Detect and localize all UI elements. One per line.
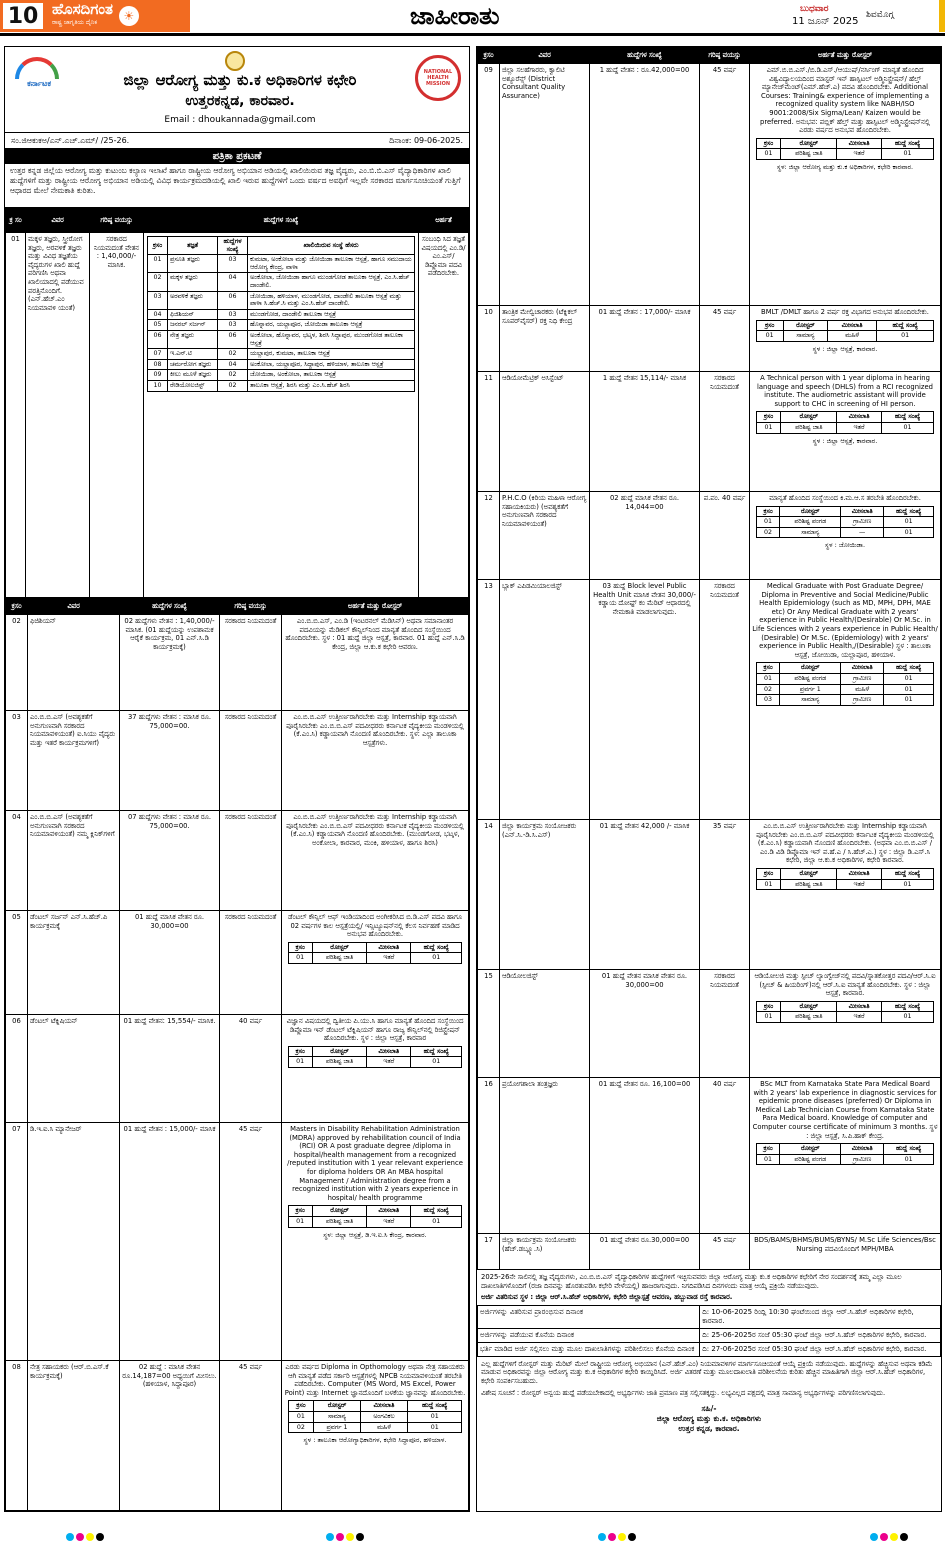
footnote-application-place: ಅರ್ಜಿ ವಿತರಿಸುವ ಸ್ಥಳ : ಜಿಲ್ಲಾ ಆರ್.ಸಿ.ಹೆಚ್ ಅಧಿಕಾರಿಗಳ, ಕಛೇರಿ ಜಿಲ್ಲಾಸ್ಪತ್ರೆ ಆವರಣ, ಹಬ್ಬುವಾಡ ರಸ್ತೆ ಕಾರವಾರ.	[481, 1293, 733, 1302]
registration-marks	[66, 1533, 104, 1541]
col-details: ವಿವರ	[26, 209, 90, 233]
office-name: ಜಿಲ್ಲಾ ಆರೋಗ್ಯ ಮತ್ತು ಕು.ಕ ಅಧಿಕಾರಿಗಳ ಕಛೇರಿ	[123, 71, 357, 89]
specialty-row: 10 ರೇಡಿಯೋಲಜಿಸ್ಟ್ 02 ತಾಲೂಕಾ ಆಸ್ಪತ್ರೆ, ಶಿರಸಿ ಮತ್ತು ಎಂ.ಸಿ.ಹೆಚ್ ಶಿರಸಿ	[148, 380, 415, 391]
post-row: 07 ಡಿ.ಇ.ಐ.ಸಿ ಮ್ಯಾನೇಜರ್ 01 ಹುದ್ದೆ ವೇತನ : 15,000/- ಮಾಸಿಕ 45 ವರ್ಷ Masters in Disability Rehabilitation Administration (MDRA) approved by rehabilitation council of India (RCI) OR A post graduate degree /diploma in hospital/health management from a recognized /reputed institution with 1 year relevant experience for diploma holders OR An MBA hospital Management / Administration degree from a recognized institution with 2 years experience in hospital/ health programme ಕ್ರಸಂ ರೋಸ್ಟರ್ ಮೀಸಲಾತಿ ಹುದ್ದೆ ಸಂಖ್ಯೆ 01 ಪರಿಶಿಷ್ಟ ಜಾತಿ ಇತರೆ 01 ಸ್ಥಳ: ಜಿಲ್ಲಾ ಆಸ್ಪತ್ರೆ, ಡಿ.ಇ.ಐ.ಸಿ ಕೇಂದ್ರ, ಕಾರವಾರ.	[6, 1123, 469, 1361]
roster-row: 01 ಸಾಮಾನ್ಯ ಅಂಗವಿಕಲ 01	[288, 1411, 462, 1422]
roster-table: ಕ್ರಸಂ ರೋಸ್ಟರ್ ಮೀಸಲಾತಿ ಹುದ್ದೆ ಸಂಖ್ಯೆ 01 ಪರಿಶಿಷ್ಟ ಪಂಗಡ ಗ್ರಾಮೀಣ 01 02 ಪ್ರವರ್ಗ 1 ಮಹಿಳೆ 01 03 ಸಾಮಾನ್ಯ ಗ್ರಾಮೀಣ 01	[756, 662, 935, 705]
roster-table: ಕ್ರಸಂ ರೋಸ್ಟರ್ ಮೀಸಲಾತಿ ಹುದ್ದೆ ಸಂಖ್ಯೆ 01 ಪರಿಶಿಷ್ಟ ಜಾತಿ ಇತರೆ 01	[288, 1046, 463, 1068]
roster-table: ಕ್ರಸಂ ರೋಸ್ಟರ್ ಮೀಸಲಾತಿ ಹುದ್ದೆ ಸಂಖ್ಯೆ 01 ಪರಿಶಿಷ್ಟ ಜಾತಿ ಇತರೆ 01	[288, 942, 463, 964]
signature-block: ಸಹಿ/- ಜಿಲ್ಲಾ ಆರೋಗ್ಯ ಮತ್ತು ಕು.ಕ. ಅಧಿಕಾರಿಗಳು ಉತ್ತರ ಕನ್ನಡ, ಕಾರವಾರ.	[656, 1404, 762, 1434]
state-emblem-icon	[225, 51, 245, 71]
reference-date: ದಿನಾಂಕ: 09-06-2025.	[389, 136, 463, 145]
post-row: 17 ಜಿಲ್ಲಾ ಕಾರ್ಯಕ್ರಮ ಸಂಯೋಜಕರು (ಹೆಚ್.ಡಬ್ಲ್ಯೂ.ಸಿ) 01 ಹುದ್ದೆ ವೇತನ ರೂ.30,000=00 45 ವರ್ಷ BDS/BAMS/BHMS/BUMS/BYNS/ M.Sc Life Sciences/Bsc Nursing ಪದವಿಯೊಂದಿಗೆ MPH/MBA	[478, 1234, 941, 1270]
registration-marks	[870, 1533, 908, 1541]
roster-row: 01 ಪರಿಶಿಷ್ಟ ಜಾತಿ ಇತರೆ 01	[288, 1216, 462, 1227]
posting-place: ಸ್ಥಳ : ಜಿಲ್ಲಾ ಆಸ್ಪತ್ರೆ, ಕಾರವಾರ.	[812, 344, 878, 353]
roster-row: 01 ಪರಿಶಿಷ್ಟ ಜಾತಿ ಇತರೆ 01	[288, 1057, 462, 1068]
date-row: ಭರ್ತಿ ಮಾಡಿದ ಅರ್ಜಿ ಸಲ್ಲಿಸಲು ಮತ್ತು ಮೂಲ ದಾಖಲಾತಿಗಳನ್ನು ಪರಿಶೀಲಿಸಲು ಕೊನೆಯ ದಿನಾಂಕ ದಿ: 27-06-2025ರ ಸಂಜೆ 05:30 ಘಂಟೆ ಜಿಲ್ಲಾ ಆರ್.ಸಿ.ಹೆಚ್ ಅಧಿಕಾರಿಗಳ ಕಛೇರಿ, ಕಾರವಾರ.	[478, 1342, 941, 1356]
masthead	[0, 0, 190, 32]
post-row: 16 ಪ್ರಯೋಗಶಾಲಾ ತಂತ್ರಜ್ಞರು 01 ಹುದ್ದೆ ವೇತನ ರೂ. 16,100=00 40 ವರ್ಷ BSc MLT from Karnataka State Para Medical Board with 2 years' lab experience in diagnostic services for epidemic prone diseases (preferred) Or Diploma in Medical Lab Technician Course from Karnataka State Para Medical board. Knowledge of computer and Computer course certificate of minimum 3 months. ಸ್ಥಳ : ಜಿಲ್ಲಾ ಆಸ್ಪತ್ರೆ, ಸಿ.ಪಿ.ಹಾಕ್ ಕೇಂದ್ರ. ಕ್ರಸಂ ರೋಸ್ಟರ್ ಮೀಸಲಾತಿ ಹುದ್ದೆ ಸಂಖ್ಯೆ 01 ಪರಿಶಿಷ್ಟ ಪಂಗಡ ಗ್ರಾಮೀಣ 01	[478, 1078, 941, 1234]
qualification-text: BMLT /DMLT ಹಾಗೂ 2 ವರ್ಷ ರಕ್ತ ವಿಭಾಗದ ಅನುಭವ ಹೊಂದಿರಬೇಕು.	[761, 308, 929, 316]
col-posts: ಹುದ್ದೆಗಳ ಸಂಖ್ಯೆ	[144, 209, 419, 233]
specialty-row: 06 ನೇತ್ರ ತಜ್ಞರು 06 ಅಂಕೋಲಾ, ಹೊನ್ನಾವರ, ಭಟ್ಕಳ, ಶಿರಸಿ ಸಿದ್ದಾಪುರ, ಮುಂಡಗೋಡ ತಾಲೂಕಾ ಆಸ್ಪತ್ರೆ	[148, 330, 415, 348]
specialty-row: 03 ಅರವಳಿಕೆ ತಜ್ಞರು 06 ಜೋಯಿಡಾ, ಹಳಿಯಾಳ, ಮುಂಡಗೋಡ, ದಾಂಡೇಲಿ ತಾಲೂಕಾ ಆಸ್ಪತ್ರೆ ಮತ್ತು ಪಾಳಾ ಸಿ.ಹೆಚ್.ಸಿ ಮತ್ತು ಎಂ.ಸಿ.ಹೆಚ್ ದಾಂಡೇಲಿ.	[148, 291, 415, 309]
reference-line	[5, 133, 469, 149]
office-header	[5, 47, 469, 133]
posting-place: ಸ್ಥಳ : ತಾಲೂಕಾ ಆರೋಗ್ಯಾಧಿಕಾರಿಗಳ, ಕಛೇರಿ ಸಿದ್ದಾಪೂರ, ಹಳಿಯಾಳ.	[303, 1436, 447, 1445]
roster-row: 03 ಸಾಮಾನ್ಯ ಗ್ರಾಮೀಣ 01	[756, 695, 934, 706]
qualification-text: ಎಂ.ಬಿ.ಬಿ.ಎಸ್ ಉತ್ತೀರ್ಣರಾಗಿರಬೇಕು ಮತ್ತು Internship ಕಡ್ಡಾಯವಾಗಿ ಪೂರೈಸಿರಬೇಕು ಎಂ.ಬಿ.ಬಿ.ಎಸ್ ಪದವೀಧರರು ಕರ್ನಾಟಕ ವೈದ್ಯಕೀಯ ಮಂಡಳಿಯಲ್ಲಿ (ಕೆ.ಎಂ.ಸಿ) ಕಡ್ಡಾಯವಾಗಿ ನೊಂದಣಿ ಹೊಂದಿರಬೇಕು. ಸ್ಥಳ: ಎಲ್ಲಾ ತಾಲೂಕಾ ಆಸ್ಪತ್ರೆಗಳು.	[286, 713, 464, 747]
roster-table: ಕ್ರಸಂ ರೋಸ್ಟರ್ ಮೀಸಲಾತಿ ಹುದ್ದೆ ಸಂಖ್ಯೆ 01 ಸಾಮಾನ್ಯ ಅಂಗವಿಕಲ 01 02 ಪ್ರವರ್ಗ 1 ಮಹಿಳೆ 01	[288, 1400, 463, 1433]
posting-place: ಸ್ಥಳ : ಜಿಲ್ಲಾ ಆಸ್ಪತ್ರೆ, ಕಾರವಾರ.	[812, 436, 878, 445]
post-row: 02 ಫಿಜಿಶಿಯನ್ 02 ಹುದ್ದೆಗಳು ವೇತನ : 1,40,000/- ಮಾಸಿಕ. (01 ಹುದ್ದೆಯನ್ನು ಉಪಶಾಮಕ ಆರೈಕೆ ಕಾರ್ಯಕ್ರಮ, 01 ಎನ್.ಸಿ.ಡಿ ಕಾರ್ಯಕ್ರಮಕ್ಕೆ) ಸರಕಾರದ ನಿಯಮದಂತೆ ಎಂ.ಬಿ.ಬಿ.ಎಸ್, ಎಂ.ಡಿ (ಇಂಟರನಲ್ ಮೆಡಿಸಿನ್) ಅಥವಾ ಸಮಾನಾಂತರ ಪದವಿಯನ್ನು ಮೆಡಿಕಲ್ ಕೌನ್ಸಿಲ್‌ನಿಂದ ಮಾನ್ಯತೆ ಹೊಂದಿದ ಸಂಸ್ಥೆಯಿಂದ ಹೊಂದಿರಬೇಕು. ಸ್ಥಳ : 01 ಹುದ್ದೆ ಜಿಲ್ಲಾ ಆಸ್ಪತ್ರೆ, ಕಾರವಾರ. 01 ಹುದ್ದೆ ಎನ್.ಸಿ.ಡಿ ಕೇಂದ್ರ, ಜಿಲ್ಲಾ ಆ.ಕು.ಕ ಕಛೇರಿ ಆವರಣ.	[6, 615, 469, 711]
roster-table: ಕ್ರಸಂ ರೋಸ್ಟರ್ ಮೀಸಲಾತಿ ಹುದ್ದೆ ಸಂಖ್ಯೆ 01 ಸಾಮಾನ್ಯ ಮಹಿಳೆ 01	[756, 320, 935, 342]
roster-row: 01 ಪರಿಶಿಷ್ಟ ಪಂಗಡ ಗ್ರಾಮೀಣ 01	[756, 673, 934, 684]
qualification-text: A Technical person with 1 year diploma in hearing language and speech (DHLS) from a RCI recognized institute. The audiometric assistant will provide support to CHC in screening of HI person.	[757, 374, 933, 408]
page-number: 10	[0, 0, 46, 32]
specialty-row: 05 ಜನರಲ್ ಸರ್ಜನ್ 03 ಹೊನ್ನಾವರ, ಯಲ್ಲಾಪೂರ, ಜೋಯಿಡಾ ತಾಲೂಕಾ ಆಸ್ಪತ್ರೆ	[148, 320, 415, 331]
roster-table: ಕ್ರಸಂ ರೋಸ್ಟರ್ ಮೀಸಲಾತಿ ಹುದ್ದೆ ಸಂಖ್ಯೆ 01 ಪರಿಶಿಷ್ಟ ಜಾತಿ ಇತರೆ 01	[288, 1205, 463, 1227]
color-edge	[939, 0, 945, 32]
post-row: 12 P.H.C.O (ಕಿರಿಯ ಮಹಿಳಾ ಆರೋಗ್ಯ ಸಹಾಯಕಿಯರು) (ಅವಶ್ಯಕತೆಗೆ ಅನುಗುಣವಾಗಿ ಸರಕಾರದ ನಿಯಮಾವಳಿಯಂತೆ) 02 ಹುದ್ದೆ ಮಾಸಿಕ ವೇತನ ರೂ. 14,044=00 ಪ.ಪಂ. 40 ವರ್ಷ ಮಾನ್ಯತೆ ಹೊಂದಿದ ಸಂಸ್ಥೆಯಿಂದ ಕಿ.ಮ.ಆ.ಸ ತರಬೇತಿ ಹೊಂದಿರಬೇಕು. ಕ್ರಸಂ ರೋಸ್ಟರ್ ಮೀಸಲಾತಿ ಹುದ್ದೆ ಸಂಖ್ಯೆ 01 ಪರಿಶಿಷ್ಟ ಪಂಗಡ ಗ್ರಾಮೀಣ 01 02 ಸಾಮಾನ್ಯ — 01 ಸ್ಥಳ : ಜೋಯಿಡಾ.	[478, 492, 941, 580]
left-column	[4, 46, 470, 1512]
post-row: 09 ಜಿಲ್ಲಾ ಸಲಹೆಗಾರರು, ಕ್ವಾಲಿಟಿ ಅಶ್ಯೂರೆನ್ಸ್ (District Consultant Quality Assurance) 1 ಹುದ್ದೆ ವೇತನ : ರೂ.42,000=00 45 ವರ್ಷ ಎಮ್.ಬಿ.ಬಿ.ಎಸ್./ಬಿ.ಡಿ.ಎಸ್./ಆಯುಷ್/ನರ್ಸಿಂಗ್ ಮಾನ್ಯತೆ ಹೊಂದಿದ ವಿಶ್ವವಿದ್ಯಾಲಯದಿಂದ ಮಾಸ್ಟರ್ ಇನ್ ಹಾಸ್ಪಿಟಲ್ ಅಡ್ಮಿನಿಸ್ಟ್ರೇಷನ್/ ಹೆಲ್ತ್ ಮ್ಯಾನೇಜ್‌ಮೆಂಟ್(ಎಮ್.ಹೆಚ್.ಎ) ಪದವಿ ಹೊಂದಿರಬೇಕು. Additional Courses: Training& experience of implementing a recognized quality system like NABH/ISO 9001:2008/Six Sigma/Lean/ Kaizen would be preferred. ಅನುಭವ: ಪಬ್ಲಿಕ್ ಹೆಲ್ತ್ ಮತ್ತು ಹಾಸ್ಪಿಟಲ್ ಅಡ್ಮಿನಿಸ್ಟ್ರೇಷನ್‌ನಲ್ಲಿ ಎರಡು ವರ್ಷದ ಅನುಭವ ಹೊಂದಿರಬೇಕು. ಕ್ರಸಂ ರೋಸ್ಟರ್ ಮೀಸಲಾತಿ ಹುದ್ದೆ ಸಂಖ್ಯೆ 01 ಪರಿಶಿಷ್ಟ ಜಾತಿ ಇತರೆ 01 ಸ್ಥಳ: ಜಿಲ್ಲಾ ಆರೋಗ್ಯ ಮತ್ತು ಕು.ಕ ಅಧಿಕಾರಿಗಳ, ಕಛೇರಿ ಕಾರವಾರ.	[478, 64, 941, 306]
date-row: ಅರ್ಜಿಗಳನ್ನು ಪಡೆಯುವ ಕೊನೆಯ ದಿನಾಂಕ ದಿ: 25-06-2025ರ ಸಂಜೆ 05:30 ಘಂಟೆ ಜಿಲ್ಲಾ ಆರ್.ಸಿ.ಹೆಚ್ ಅಧಿಕಾರಿಗಳ ಕಛೇರಿ, ಕಾರವಾರ.	[478, 1328, 941, 1342]
qualification-text: ಎಂ.ಬಿ.ಬಿ.ಎಸ್ ಉತ್ತೀರ್ಣರಾಗಿರಬೇಕು ಮತ್ತು Internship ಕಡ್ಡಾಯವಾಗಿ ಪೂರೈಸಿರಬೇಕು ಎಂ.ಬಿ.ಬಿ.ಎಸ್ ಪದವೀಧರರು ಕರ್ನಾಟಕ ವೈದ್ಯಕೀಯ ಮಂಡಳಿಯಲ್ಲಿ (ಕೆ.ಎಂ.ಸಿ) ಕಡ್ಡಾಯವಾಗಿ ನೊಂದಣಿ ಹೊಂದಿರಬೇಕು. (ಮುಂಡಗೋಡ, ಭಟ್ಕಳ, ಅಂಕೋಲಾ, ಕಾರವಾರ, ಮಂಕಿ, ಹಳಿಯಾಳ, ಹಾಗೂ ಶಿರಸಿ)	[286, 813, 464, 847]
paper-name: ಹೊಸದಿಗಂತ	[52, 0, 113, 18]
paper-logo-icon: ☀	[119, 6, 139, 26]
specialty-row: 04 ಫಿಜಿಶಿಯನ್ 03 ಮುಂಡಗೋಡ, ದಾಂಡೇಲಿ ತಾಲೂಕಾ ಆಸ್ಪತ್ರೆ	[148, 309, 415, 320]
edition-city: ಶಿವಮೊಗ್ಗ	[866, 10, 894, 20]
specialty-row: 02 ಮಕ್ಕಳ ತಜ್ಞರು 04 ಅಂಕೋಲಾ, ಜೋಯಿಡಾ ಹಾಗೂ ಮುಂಡಗೋಡ ತಾಲೂಕಾ ಆಸ್ಪತ್ರೆ, ಎಂ.ಸಿ.ಹೆಚ್ ದಾಂಡೇಲಿ.	[148, 273, 415, 291]
post-row: 06 ಡೆಂಟಲ್ ಟೆಕ್ನಿಷಿಯನ್ 01 ಹುದ್ದೆ ವೇತನ: 15,554/- ಮಾಸಿಕ. 40 ವರ್ಷ ವಿಜ್ಞಾನ ವಿಷಯದಲ್ಲಿ ದ್ವಿತೀಯ ಪಿ.ಯು.ಸಿ ಹಾಗೂ ಮಾನ್ಯತೆ ಹೊಂದಿದ ಸಂಸ್ಥೆಯಿಂದ ಡಿಪ್ಲೊಮಾ ಇನ್ ಡೆಂಟಲ್ ಟೆಕ್ನಿಷಿಯನ್ ಹಾಗೂ ರಾಜ್ಯ ಕೌನ್ಸಿಲ್‌ನಲ್ಲಿ ರಿಜಿಸ್ಟ್ರೇಷನ್ ಹೊಂದಿರಬೇಕು. ಸ್ಥಳ : ಜಿಲ್ಲಾ ಆಸ್ಪತ್ರೆ, ಕಾರವಾರ ಕ್ರಸಂ ರೋಸ್ಟರ್ ಮೀಸಲಾತಿ ಹುದ್ದೆ ಸಂಖ್ಯೆ 01 ಪರಿಶಿಷ್ಟ ಜಾತಿ ಇತರೆ 01	[6, 1015, 469, 1123]
qualification-text: BDS/BAMS/BHMS/BUMS/BYNS/ M.Sc Life Sciences/Bsc Nursing ಪದವಿಯೊಂದಿಗೆ MPH/MBA	[754, 1236, 936, 1253]
dates-table	[477, 1305, 941, 1357]
qualification-text: ಡೆಂಟಲ್ ಕೌನ್ಸಿಲ್ ಆಫ್ ಇಂಡಿಯಾದಿಂದ ಅಂಗೀಕರಿಸಿದ ಬಿ.ಡಿ.ಎಸ್ ಪದವಿ ಹಾಗೂ 02 ವರ್ಷಗಳ ಕಾಲ ಆಸ್ಪತ್ರೆಯಲ್ಲಿ/ ಇನ್ಸಿಟ್ಯೂಷನ್‌ನಲ್ಲಿ ಕೆಲಸ ನಿರ್ವಹಣೆ ಮಾಡಿದ ಅನುಭವ ಹೊಂದಿರಬೇಕು.	[287, 913, 463, 939]
section-title: ಜಾಹೀರಾತು	[410, 2, 500, 30]
post-row: 15 ಆಡಿಯೋಲಜಿಸ್ಟ್ 01 ಹುದ್ದೆ ವೇತನ ಮಾಸಿಕ ವೇತನ ರೂ. 30,000=00 ಸರಕಾರದ ನಿಯಮದಂತೆ ಆಡಿಯೋಲಜಿ ಮತ್ತು ಸ್ಪೀಚ್ ಲ್ಯಾಂಗ್ವೇಜ್‌ನಲ್ಲಿ ಪದವಿ/ಸ್ನಾತಕೋತ್ತರ ಪದವಿ/ಆರ್.ಸಿ.ಐ (ಸ್ಪೀಚ್ & ಹಿಯರಿಂಗ್)ನಲ್ಲಿ ಆರ್.ಸಿ.ಐ ಮಾನ್ಯತೆ ಹೊಂದಿರಬೇಕು. ಸ್ಥಳ : ಜಿಲ್ಲಾ ಆಸ್ಪತ್ರೆ, ಕಾರವಾರ. ಕ್ರಸಂ ರೋಸ್ಟರ್ ಮೀಸಲಾತಿ ಹುದ್ದೆ ಸಂಖ್ಯೆ 01 ಪರಿಶಿಷ್ಟ ಜಾತಿ ಇತರೆ 01	[478, 970, 941, 1078]
roster-row: 01 ಪರಿಶಿಷ್ಟ ಜಾತಿ ಇತರೆ 01	[288, 953, 462, 964]
roster-row: 01 ಪರಿಶಿಷ್ಟ ಜಾತಿ ಇತರೆ 01	[756, 1012, 934, 1023]
specialist-table	[5, 208, 469, 598]
post-row: 14 ಜಿಲ್ಲಾ ಕಾರ್ಯಕ್ರಮ ಸಂಯೋಜಕರು (ಎನ್.ಸಿ.-ಡಿ.ಸಿ.ಎಸ್) 01 ಹುದ್ದೆ ವೇತನ 42,000 /- ಮಾಸಿಕ 35 ವರ್ಷ ಎಂ.ಬಿ.ಬಿ.ಎಸ್ ಉತ್ತೀರ್ಣರಾಗಿರಬೇಕು ಮತ್ತು Internship ಕಡ್ಡಾಯವಾಗಿ ಪೂರೈಸಿರಬೇಕು ಎಂ.ಬಿ.ಬಿ.ಎಸ್ ಪದವೀಧರರು ಕರ್ನಾಟಕ ವೈದ್ಯಕೀಯ ಮಂಡಳಿಯಲ್ಲಿ (ಕೆ.ಎಂ.ಸಿ) ಕಡ್ಡಾಯವಾಗಿ ನೊಂದಣಿ ಹೊಂದಿರಬೇಕು. (ಅಥವಾ ಎಂ.ಬಿ.ಬಿ.ಎಸ್ / ಎಂ.ಡಿ ವಿಡಿ ಡಿಪ್ಲೊಮಾ ಇನ್ ಪ.ಹೆ.ಎ / ಸಿ.ಹೆಚ್.ಎ.) ಸ್ಥಳ : ಜಿಲ್ಲಾ ಡಿ.ಎಸ್.ಸಿ ಕಛೇರಿ, ಜಿಲ್ಲಾ ಆ.ಕು.ಕ ಅಧಿಕಾರಿಗಳ, ಕಛೇರಿ ಕಾರವಾರ. ಕ್ರಸಂ ರೋಸ್ಟರ್ ಮೀಸಲಾತಿ ಹುದ್ದೆ ಸಂಖ್ಯೆ 01 ಪರಿಶಿಷ್ಟ ಜಾತಿ ಇತರೆ 01	[478, 820, 941, 970]
row-sno: 01	[6, 233, 26, 598]
qualification-text: ಆಡಿಯೋಲಜಿ ಮತ್ತು ಸ್ಪೀಚ್ ಲ್ಯಾಂಗ್ವೇಜ್‌ನಲ್ಲಿ ಪದವಿ/ಸ್ನಾತಕೋತ್ತರ ಪದವಿ/ಆರ್.ಸಿ.ಐ (ಸ್ಪೀಚ್ & ಹಿಯರಿಂಗ್)ನಲ್ಲಿ ಆರ್.ಸಿ.ಐ ಮಾನ್ಯತೆ ಹೊಂದಿರಬೇಕು. ಸ್ಥಳ : ಜಿಲ್ಲಾ ಆಸ್ಪತ್ರೆ, ಕಾರವಾರ.	[754, 972, 936, 998]
post-row: 10 ತಾಂತ್ರಿಕ ಮೇಲ್ವಿಚಾರಕರು (ಟೆಕ್ನಿಕಲ್ ಸೂಪರ್‌ವೈಸರ್) ರಕ್ತ ನಿಧಿ ಕೇಂದ್ರ 01 ಹುದ್ದೆ ವೇತನ : 17,000/- ಮಾಸಿಕ 45 ವರ್ಷ BMLT /DMLT ಹಾಗೂ 2 ವರ್ಷ ರಕ್ತ ವಿಭಾಗದ ಅನುಭವ ಹೊಂದಿರಬೇಕು. ಕ್ರಸಂ ರೋಸ್ಟರ್ ಮೀಸಲಾತಿ ಹುದ್ದೆ ಸಂಖ್ಯೆ 01 ಸಾಮಾನ್ಯ ಮಹಿಳೆ 01 ಸ್ಥಳ : ಜಿಲ್ಲಾ ಆಸ್ಪತ್ರೆ, ಕಾರವಾರ.	[478, 306, 941, 372]
left-posts-table: ಕ್ರಸಂ ವಿವರ ಹುದ್ದೆಗಳ ಸಂಖ್ಯೆ ಗರಿಷ್ಠ ವಯಸ್ಸು ಅರ್ಹತೆ ಮತ್ತು ರೋಸ್ಟರ್ 02 ಫಿಜಿಶಿಯನ್ 02 ಹುದ್ದೆಗಳು ವೇತನ : 1,40,000/- ಮಾಸಿಕ. (01 ಹುದ್ದೆಯನ್ನು ಉಪಶಾಮಕ ಆರೈಕೆ ಕಾರ್ಯಕ್ರಮ, 01 ಎನ್.ಸಿ.ಡಿ ಕಾರ್ಯಕ್ರಮಕ್ಕೆ) ಸರಕಾರದ ನಿಯಮದಂತೆ ಎಂ.ಬಿ.ಬಿ.ಎಸ್, ಎಂ.ಡಿ (ಇಂಟರನಲ್ ಮೆಡಿಸಿನ್) ಅಥವಾ ಸಮಾನಾಂತರ ಪದವಿಯನ್ನು ಮೆಡಿಕಲ್ ಕೌನ್ಸಿಲ್‌ನಿಂದ ಮಾನ್ಯತೆ ಹೊಂದಿದ ಸಂಸ್ಥೆಯಿಂದ ಹೊಂದಿರಬೇಕು. ಸ್ಥಳ : 01 ಹುದ್ದೆ ಜಿಲ್ಲಾ ಆಸ್ಪತ್ರೆ, ಕಾರವಾರ. 01 ಹುದ್ದೆ ಎನ್.ಸಿ.ಡಿ ಕೇಂದ್ರ, ಜಿಲ್ಲಾ ಆ.ಕು.ಕ ಕಛೇರಿ ಆವರಣ. 03 ಎಂ.ಬಿ.ಬಿ.ಎಸ್ (ಅವಶ್ಯಕತೆಗೆ ಅನುಗುಣವಾಗಿ ಸರಕಾರದ ನಿಯಮಾವಳಿಯಂತೆ) ಐ.ಸಿಯು ವೈದ್ಯರು ಮತ್ತು ಇತರೆ ಕಾರ್ಯಕ್ರಮಗಳಿಗೆ) 37 ಹುದ್ದೆಗಳು ವೇತನ : ಮಾಸಿಕ ರೂ. 75,000=00. ಸರಕಾರದ ನಿಯಮದಂತೆ ಎಂ.ಬಿ.ಬಿ.ಎಸ್ ಉತ್ತೀರ್ಣರಾಗಿರಬೇಕು ಮತ್ತು Internship ಕಡ್ಡಾಯವಾಗಿ ಪೂರೈಸಿರಬೇಕು ಎಂ.ಬಿ.ಬಿ.ಎಸ್ ಪದವೀಧರರು ಕರ್ನಾಟಕ ವೈದ್ಯಕೀಯ ಮಂಡಳಿಯಲ್ಲಿ (ಕೆ.ಎಂ.ಸಿ) ಕಡ್ಡಾಯವಾಗಿ ನೊಂದಣಿ ಹೊಂದಿರಬೇಕು. ಸ್ಥಳ: ಎಲ್ಲಾ ತಾಲೂಕಾ ಆಸ್ಪತ್ರೆಗಳು. 04 ಎಂ.ಬಿ.ಬಿ.ಎಸ್ (ಅವಶ್ಯಕತೆಗೆ ಅನುಗುಣವಾಗಿ ಸರಕಾರದ ನಿಯಮಾವಳಿಯಂತೆ) ನಮ್ಮ ಕ್ಲಿನಿಕ್‌ಗಳಿಗೆ 07 ಹುದ್ದೆಗಳು ವೇತನ : ಮಾಸಿಕ ರೂ. 75,000=00. ಸರಕಾರದ ನಿಯಮದಂತೆ ಎಂ.ಬಿ.ಬಿ.ಎಸ್ ಉತ್ತೀರ್ಣರಾಗಿರಬೇಕು ಮತ್ತು Internship ಕಡ್ಡಾಯವಾಗಿ ಪೂರೈಸಿರಬೇಕು ಎಂ.ಬಿ.ಬಿ.ಎಸ್ ಪದವೀಧರರು ಕರ್ನಾಟಕ ವೈದ್ಯಕೀಯ ಮಂಡಳಿಯಲ್ಲಿ (ಕೆ.ಎಂ.ಸಿ) ಕಡ್ಡಾಯವಾಗಿ ನೊಂದಣಿ ಹೊಂದಿರಬೇಕು. (ಮುಂಡಗೋಡ, ಭಟ್ಕಳ, ಅಂಕೋಲಾ, ಕಾರವಾರ, ಮಂಕಿ, ಹಳಿಯಾಳ, ಹಾಗೂ ಶಿರಸಿ) 05 ಡೆಂಟಲ್ ಸರ್ಜನ್ ಎನ್.ಸಿ.ಹೆಚ್.ಪಿ ಕಾರ್ಯಕ್ರಮಕ್ಕೆ 01 ಹುದ್ದೆ ಮಾಸಿಕ ವೇತನ ರೂ. 30,000=00 ಸರಕಾರದ ನಿಯಮದಂತೆ ಡೆಂಟಲ್ ಕೌನ್ಸಿಲ್ ಆಫ್ ಇಂಡಿಯಾದಿಂದ ಅಂಗೀಕರಿಸಿದ ಬಿ.ಡಿ.ಎಸ್ ಪದವಿ ಹಾಗೂ 02 ವರ್ಷಗಳ ಕಾಲ ಆಸ್ಪತ್ರೆಯಲ್ಲಿ/ ಇನ್ಸಿಟ್ಯೂಷನ್‌ನಲ್ಲಿ ಕೆಲಸ ನಿರ್ವಹಣೆ ಮಾಡಿದ ಅನುಭವ ಹೊಂದಿರಬೇಕು. ಕ್ರಸಂ ರೋಸ್ಟರ್ ಮೀಸಲಾತಿ ಹುದ್ದೆ ಸಂಖ್ಯೆ 01 ಪರಿಶಿಷ್ಟ ಜಾತಿ ಇತರೆ 01 06 ಡೆಂಟಲ್ ಟೆಕ್ನಿಷಿಯನ್ 01 ಹುದ್ದೆ ವೇತನ: 15,554/- ಮಾಸಿಕ. 40 ವರ್ಷ ವಿಜ್ಞಾನ ವಿಷಯದಲ್ಲಿ ದ್ವಿತೀಯ ಪಿ.ಯು.ಸಿ ಹಾಗೂ ಮಾನ್ಯತೆ ಹೊಂದಿದ ಸಂಸ್ಥೆಯಿಂದ ಡಿಪ್ಲೊಮಾ ಇನ್ ಡೆಂಟಲ್ ಟೆಕ್ನಿಷಿಯನ್ ಹಾಗೂ ರಾಜ್ಯ ಕೌನ್ಸಿಲ್‌ನಲ್ಲಿ ರಿಜಿಸ್ಟ್ರೇಷನ್ ಹೊಂದಿರಬೇಕು. ಸ್ಥಳ : ಜಿಲ್ಲಾ ಆಸ್ಪತ್ರೆ, ಕಾರವಾರ ಕ್ರಸಂ ರೋಸ್ಟರ್ ಮೀಸಲಾತಿ ಹುದ್ದೆ ಸಂಖ್ಯೆ 01 ಪರಿಶಿಷ್ಟ ಜಾತಿ ಇತರೆ 01 07 ಡಿ.ಇ.ಐ.ಸಿ ಮ್ಯಾನೇಜರ್ 01 ಹುದ್ದೆ ವೇತನ : 15,000/- ಮಾಸಿಕ 45 ವರ್ಷ Masters in Disability Rehabilitation Administration (MDRA) approved by rehabilitation council of India (RCI) OR A post graduate degree /diploma in hospital/health management from a recognized /reputed institution with 1 year relevant experience for diploma holders OR An MBA hospital Management / Administration degree from a recognized institution with 2 years experience in hospital/ health programme ಕ್ರಸಂ ರೋಸ್ಟರ್ ಮೀಸಲಾತಿ ಹುದ್ದೆ ಸಂಖ್ಯೆ 01 ಪರಿಶಿಷ್ಟ ಜಾತಿ ಇತರೆ 01 ಸ್ಥಳ: ಜಿಲ್ಲಾ ಆಸ್ಪತ್ರೆ, ಡಿ.ಇ.ಐ.ಸಿ ಕೇಂದ್ರ, ಕಾರವಾರ. 08 ನೇತ್ರ ಸಹಾಯಕರು (ಆರ್.ಬಿ.ಎಸ್.ಕೆ ಕಾರ್ಯಕ್ರಮಕ್ಕೆ) 02 ಹುದ್ದೆ : ಮಾಸಿಕ ವೇತನ ರೂ.14,187=00 ಅಧ್ಯಯಿಗೆ ಮೀಸಲು. (ಹಳಿಯಾಳ, ಸಿದ್ದಾಪೂರ) 45 ವರ್ಷ ಎರಡು ವರ್ಷದ Diploma in Opthomology ಅಥವಾ ನೇತ್ರ ಸಹಾಯಕರು ಆಗಿ ಮಾನ್ಯತೆ ಪಡೆದ ಸರ್ಕಾರಿ ಆಸ್ಪತ್ರೆಗಳಲ್ಲಿ NPCB ನಿಯಮಾವಳಿಯಂತೆ ತರಬೇತಿ ಪಡೆದಿರಬೇಕು. Computer (MS Word, MS Excel, Power Point) ಮತ್ತು Internet ಜ್ಞಾನದೊಂದಿಗೆ ಬಳಕೆಯ ಜ್ಞಾನವನ್ನು ಹೊಂದಿರಬೇಕು. ಕ್ರಸಂ ರೋಸ್ಟರ್ ಮೀಸಲಾತಿ ಹುದ್ದೆ ಸಂಖ್ಯೆ 01 ಸಾಮಾನ್ಯ ಅಂಗವಿಕಲ 01 02 ಪ್ರವರ್ಗ 1 ಮಹಿಳೆ 01 ಸ್ಥಳ : ತಾಲೂಕಾ ಆರೋಗ್ಯಾಧಿಕಾರಿಗಳ, ಕಛೇರಿ ಸಿದ್ದಾಪೂರ, ಹಳಿಯಾಳ.	[5, 598, 469, 1511]
qualification-text: ಮಾನ್ಯತೆ ಹೊಂದಿದ ಸಂಸ್ಥೆಯಿಂದ ಕಿ.ಮ.ಆ.ಸ ತರಬೇತಿ ಹೊಂದಿರಬೇಕು.	[769, 494, 921, 502]
row-age: ಸರಕಾರದ ನಿಯಮದಂತೆ ವೇತನ : 1,40,000/- ಮಾಸಿಕ.	[90, 233, 144, 598]
roster-table: ಕ್ರಸಂ ರೋಸ್ಟರ್ ಮೀಸಲಾತಿ ಹುದ್ದೆ ಸಂಖ್ಯೆ 01 ಪರಿಶಿಷ್ಟ ಜಾತಿ ಇತರೆ 01	[756, 138, 935, 160]
post-row: 05 ಡೆಂಟಲ್ ಸರ್ಜನ್ ಎನ್.ಸಿ.ಹೆಚ್.ಪಿ ಕಾರ್ಯಕ್ರಮಕ್ಕೆ 01 ಹುದ್ದೆ ಮಾಸಿಕ ವೇತನ ರೂ. 30,000=00 ಸರಕಾರದ ನಿಯಮದಂತೆ ಡೆಂಟಲ್ ಕೌನ್ಸಿಲ್ ಆಫ್ ಇಂಡಿಯಾದಿಂದ ಅಂಗೀಕರಿಸಿದ ಬಿ.ಡಿ.ಎಸ್ ಪದವಿ ಹಾಗೂ 02 ವರ್ಷಗಳ ಕಾಲ ಆಸ್ಪತ್ರೆಯಲ್ಲಿ/ ಇನ್ಸಿಟ್ಯೂಷನ್‌ನಲ್ಲಿ ಕೆಲಸ ನಿರ್ವಹಣೆ ಮಾಡಿದ ಅನುಭವ ಹೊಂದಿರಬೇಕು. ಕ್ರಸಂ ರೋಸ್ಟರ್ ಮೀಸಲಾತಿ ಹುದ್ದೆ ಸಂಖ್ಯೆ 01 ಪರಿಶಿಷ್ಟ ಜಾತಿ ಇತರೆ 01	[6, 911, 469, 1015]
page-header	[0, 0, 945, 36]
roster-table: ಕ್ರಸಂ ರೋಸ್ಟರ್ ಮೀಸಲಾತಿ ಹುದ್ದೆ ಸಂಖ್ಯೆ 01 ಪರಿಶಿಷ್ಟ ಪಂಗಡ ಗ್ರಾಮೀಣ 01 02 ಸಾಮಾನ್ಯ — 01	[756, 506, 935, 539]
col-sno: ಕ್ರ ಸಂ	[6, 209, 26, 233]
qualification-text: ಎರಡು ವರ್ಷದ Diploma in Opthomology ಅಥವಾ ನೇತ್ರ ಸಹಾಯಕರು ಆಗಿ ಮಾನ್ಯತೆ ಪಡೆದ ಸರ್ಕಾರಿ ಆಸ್ಪತ್ರೆಗಳಲ್ಲಿ NPCB ನಿಯಮಾವಳಿಯಂತೆ ತರಬೇತಿ ಪಡೆದಿರಬೇಕು. Computer (MS Word, MS Excel, Power Point) ಮತ್ತು Internet ಜ್ಞಾನದೊಂದಿಗೆ ಬಳಕೆಯ ಜ್ಞಾನವನ್ನು ಹೊಂದಿರಬೇಕು.	[284, 1363, 466, 1397]
post-row: 13 ಬ್ಲಾಕ್ ಎಪಿಡಮಿಯಾಲಜಿಸ್ಟ್ 03 ಹುದ್ದೆ Block level Public Health Unit ಮಾಸಿಕ ವೇತನ 30,000/- ಕಡ್ಡಾಯ ದೋಷ್ಟ್ ಕಂ ಮೆರಿಟ್ ಆಧಾರದಲ್ಲಿ ನೇಮಕಾತಿ ಮಾಡಲಾಗುವುದು. ಸರಕಾರದ ನಿಯಮದಂತೆ Medical Graduate with Post Graduate Degree/ Diploma in Preventive and Social Medicine/Public Health Epidemiology (such as MD, MPH, DPH, MAE etc) Or Any Medical Graduate with 2 years' experience in Public Health/(Desirable) Or M.Sc. in Life Sciences with 2 years experience in Public Health/ (Desirable) Or M.Sc. (Epidemiology) with 2 years' experience in Public Health,/(Desirable) ಸ್ಥಳ : ತಾಲೂಕಾ ಆಸ್ಪತ್ರೆ, ಜೋಯಿಡಾ, ಯಲ್ಲಾಪೂರ, ಹಳಿಯಾಳ. ಕ್ರಸಂ ರೋಸ್ಟರ್ ಮೀಸಲಾತಿ ಹುದ್ದೆ ಸಂಖ್ಯೆ 01 ಪರಿಶಿಷ್ಟ ಪಂಗಡ ಗ್ರಾಮೀಣ 01 02 ಪ್ರವರ್ಗ 1 ಮಹಿಳೆ 01 03 ಸಾಮಾನ್ಯ ಗ್ರಾಮೀಣ 01	[478, 580, 941, 820]
row-eligibility: ಸಂಬಂಧಿ ಸಿದ ತಜ್ಞತೆ ವಿಷಯದಲ್ಲಿ ಎಂ.ಡಿ/ ಎಂ.ಎಸ್/ ಡಿಪ್ಲೊಮಾ ಪದವಿ ಪಡೆದಿರಬೇಕು.	[419, 233, 469, 598]
posting-place: ಸ್ಥಳ: ಜಿಲ್ಲಾ ಆರೋಗ್ಯ ಮತ್ತು ಕು.ಕ ಅಧಿಕಾರಿಗಳ, ಕಛೇರಿ ಕಾರವಾರ.	[776, 162, 914, 171]
specialty-row: 09 ಕೀಲು ಮೂಳೆ ತಜ್ಞರು 02 ಜೋಯಿಡಾ, ಅಂಕೋಲಾ, ತಾಲೂಕಾ ಆಸ್ಪತ್ರೆ	[148, 370, 415, 381]
right-column	[476, 46, 942, 1512]
specialty-row: 07 ಇ.ಎನ್.ಟಿ 02 ಯಲ್ಲಾಪುರ, ಕುಮಟಾ, ತಾಲೂಕಾ ಆಸ್ಪತ್ರೆ	[148, 349, 415, 360]
press-release-title: ಪತ್ರಿಕಾ ಪ್ರಕಟಣೆ	[5, 149, 469, 164]
roster-row: 02 ಪ್ರವರ್ಗ 1 ಮಹಿಳೆ 01	[288, 1422, 462, 1433]
post-row: 11 ಆಡಿಯೋಮೆಟ್ರಿಕ್ ಅಸಿಸ್ಟೆಂಟ್ 1 ಹುದ್ದೆ ವೇತನ 15,114/- ಮಾಸಿಕ ಸರಕಾರದ ನಿಯಮದಂತೆ A Technical person with 1 year diploma in hearing language and speech (DHLS) from a RCI recognized institute. The audiometric assistant will provide support to CHC in screening of HI person. ಕ್ರಸಂ ರೋಸ್ಟರ್ ಮೀಸಲಾತಿ ಹುದ್ದೆ ಸಂಖ್ಯೆ 01 ಪರಿಶಿಷ್ಟ ಜಾತಿ ಇತರೆ 01 ಸ್ಥಳ : ಜಿಲ್ಲಾ ಆಸ್ಪತ್ರೆ, ಕಾರವಾರ.	[478, 372, 941, 492]
qualification-text: Masters in Disability Rehabilitation Administration (MDRA) approved by rehabilitation council of India (RCI) OR A post graduate degree /diploma in hospital/health management from a recognized /reputed institution with 1 year relevant experience for diploma holders OR An MBA hospital Management / Administration degree from a recognized institution with 2 years experience in hospital/ health programme	[287, 1125, 463, 1202]
karnataka-logo-icon: ಕರ್ನಾಟಕ	[15, 57, 63, 97]
intro-paragraph: ಉತ್ತರ ಕನ್ನಡ ಜಿಲ್ಲೆಯ ಆರೋಗ್ಯ ಮತ್ತು ಕುಟುಂಬ ಕಲ್ಯಾಣ ಇಲಾಖೆ ಹಾಗೂ ರಾಷ್ಟ್ರೀಯ ಆರೋಗ್ಯ ಅಭಿಯಾನ ಅಡಿಯಲ್ಲಿ ಖಾಲಿಯಿರುವ ತಜ್ಞ ವೈದ್ಯರು, ಎಂ.ಬಿ.ಬಿ.ಎಸ್ ವೈದ್ಯಾಧಿಕಾರಿಗಳ ಖಾಲಿ ಹುದ್ದೆಗಳಿಗೆ ಮತ್ತು ರಾಷ್ಟ್ರೀಯ ಆರೋಗ್ಯ ಅಭಿಯಾನ ಅಡಿಯಲ್ಲಿ ವಿವಿಧ ಕಾರ್ಯಕ್ರಮದಡಿಯಲ್ಲಿ ಖಾಲಿ ಇರುವ ಹುದ್ದೆಗಳಿಗೆ ಒಂದು ವರ್ಷದ ಅವಧಿಗೆ ಇಲ್ಲವೇ ಸರಕಾರದ ಮಾರ್ಗಸೂಚಿಯಂತೆ ಗುತ್ತಿಗೆ ಆಧಾರದ ಮೇಲೆ ನೇಮಕಾತಿ ಕುರಿತು.	[5, 164, 469, 208]
roster-table: ಕ್ರಸಂ ರೋಸ್ಟರ್ ಮೀಸಲಾತಿ ಹುದ್ದೆ ಸಂಖ್ಯೆ 01 ಪರಿಶಿಷ್ಟ ಪಂಗಡ ಗ್ರಾಮೀಣ 01	[756, 1143, 935, 1165]
roster-table: ಕ್ರಸಂ ರೋಸ್ಟರ್ ಮೀಸಲಾತಿ ಹುದ್ದೆ ಸಂಖ್ಯೆ 01 ಪರಿಶಿಷ್ಟ ಜಾತಿ ಇತರೆ 01	[756, 411, 935, 433]
qualification-text: BSc MLT from Karnataka State Para Medical Board with 2 years' lab experience in diagnostic services for epidemic prone diseases (preferred) Or Diploma in Medical Lab Technician Course from Karnataka State Para Medical board. Knowledge of computer and Computer course certificate of minimum 3 months. ಸ್ಥಳ : ಜಿಲ್ಲಾ ಆಸ್ಪತ್ರೆ, ಸಿ.ಪಿ.ಹಾಕ್ ಕೇಂದ್ರ.	[752, 1080, 938, 1140]
qualification-text: ವಿಜ್ಞಾನ ವಿಷಯದಲ್ಲಿ ದ್ವಿತೀಯ ಪಿ.ಯು.ಸಿ ಹಾಗೂ ಮಾನ್ಯತೆ ಹೊಂದಿದ ಸಂಸ್ಥೆಯಿಂದ ಡಿಪ್ಲೊಮಾ ಇನ್ ಡೆಂಟಲ್ ಟೆಕ್ನಿಷಿಯನ್ ಹಾಗೂ ರಾಜ್ಯ ಕೌನ್ಸಿಲ್‌ನಲ್ಲಿ ರಿಜಿಸ್ಟ್ರೇಷನ್ ಹೊಂದಿರಬೇಕು. ಸ್ಥಳ : ಜಿಲ್ಲಾ ಆಸ್ಪತ್ರೆ, ಕಾರವಾರ	[286, 1017, 464, 1043]
qualification-text: Medical Graduate with Post Graduate Degree/ Diploma in Preventive and Social Medicine/Public Health Epidemiology (such as MD, MPH, DPH, MAE etc) Or Any Medical Graduate with 2 years' experience in Public Health/(Desirable) Or M.Sc. in Life Sciences with 2 years experience in Public Health/ (Desirable) Or M.Sc. (Epidemiology) with 2 years' experience in Public Health,/(Desirable) ಸ್ಥಳ : ತಾಲೂಕಾ ಆಸ್ಪತ್ರೆ, ಜೋಯಿಡಾ, ಯಲ್ಲಾಪೂರ, ಹಳಿಯಾಳ.	[752, 582, 938, 659]
posting-place: ಸ್ಥಳ : ಜೋಯಿಡಾ.	[824, 541, 866, 550]
roster-row: 02 ಪ್ರವರ್ಗ 1 ಮಹಿಳೆ 01	[756, 684, 934, 695]
registration-marks	[326, 1533, 364, 1541]
col-age: ಗರಿಷ್ಠ ವಯಸ್ಸು	[90, 209, 144, 233]
qualification-text: ಎಂ.ಬಿ.ಬಿ.ಎಸ್ ಉತ್ತೀರ್ಣರಾಗಿರಬೇಕು ಮತ್ತು Internship ಕಡ್ಡಾಯವಾಗಿ ಪೂರೈಸಿರಬೇಕು ಎಂ.ಬಿ.ಬಿ.ಎಸ್ ಪದವೀಧರರು ಕರ್ನಾಟಕ ವೈದ್ಯಕೀಯ ಮಂಡಳಿಯಲ್ಲಿ (ಕೆ.ಎಂ.ಸಿ) ಕಡ್ಡಾಯವಾಗಿ ನೊಂದಣಿ ಹೊಂದಿರಬೇಕು. (ಅಥವಾ ಎಂ.ಬಿ.ಬಿ.ಎಸ್ / ಎಂ.ಡಿ ವಿಡಿ ಡಿಪ್ಲೊಮಾ ಇನ್ ಪ.ಹೆ.ಎ / ಸಿ.ಹೆಚ್.ಎ.) ಸ್ಥಳ : ಜಿಲ್ಲಾ ಡಿ.ಎಸ್.ಸಿ ಕಛೇರಿ, ಜಿಲ್ಲಾ ಆ.ಕು.ಕ ಅಧಿಕಾರಿಗಳ, ಕಛೇರಿ ಕಾರವಾರ.	[756, 822, 934, 865]
post-row: 04 ಎಂ.ಬಿ.ಬಿ.ಎಸ್ (ಅವಶ್ಯಕತೆಗೆ ಅನುಗುಣವಾಗಿ ಸರಕಾರದ ನಿಯಮಾವಳಿಯಂತೆ) ನಮ್ಮ ಕ್ಲಿನಿಕ್‌ಗಳಿಗೆ 07 ಹುದ್ದೆಗಳು ವೇತನ : ಮಾಸಿಕ ರೂ. 75,000=00. ಸರಕಾರದ ನಿಯಮದಂತೆ ಎಂ.ಬಿ.ಬಿ.ಎಸ್ ಉತ್ತೀರ್ಣರಾಗಿರಬೇಕು ಮತ್ತು Internship ಕಡ್ಡಾಯವಾಗಿ ಪೂರೈಸಿರಬೇಕು ಎಂ.ಬಿ.ಬಿ.ಎಸ್ ಪದವೀಧರರು ಕರ್ನಾಟಕ ವೈದ್ಯಕೀಯ ಮಂಡಳಿಯಲ್ಲಿ (ಕೆ.ಎಂ.ಸಿ) ಕಡ್ಡಾಯವಾಗಿ ನೊಂದಣಿ ಹೊಂದಿರಬೇಕು. (ಮುಂಡಗೋಡ, ಭಟ್ಕಳ, ಅಂಕೋಲಾ, ಕಾರವಾರ, ಮಂಕಿ, ಹಳಿಯಾಳ, ಹಾಗೂ ಶಿರಸಿ)	[6, 811, 469, 911]
reference-number: ಸಂ.ಜಿಆಕುಕಅ/ಎನ್.ಎಚ್.ಎಮ್/ /25-26.	[11, 136, 130, 145]
office-email: Email : dhoukannada@gmail.com	[164, 115, 316, 125]
roster-row: 01 ಪರಿಶಿಷ್ಟ ಜಾತಿ ಇತರೆ 01	[756, 879, 934, 890]
footnote-3: ಎಲ್ಲ ಹುದ್ದೆಗಳಿಗೆ ರೋಸ್ಟರ್ ಮತ್ತು ಮೆರಿಟ್ ಮೇಲೆ ರಾಷ್ಟ್ರೀಯ ಆರೋಗ್ಯ ಅಭಿಯಾನ (ಎನ್.ಹೆಚ್.ಎಂ) ನಿಯಮಾವಳಿಗಳ ಮಾರ್ಗಸೂಚಿಯಂತೆ ಆಯ್ಕೆ ಪ್ರಕ್ರಿಯೆ ನಡೆಯುವುದು. ಹುದ್ದೆಗಳನ್ನು ಹೆಚ್ಚಿಸುವ ಅಥವಾ ಕಡಿಮೆ ಮಾಡುವ ಅಧಿಕಾರವನ್ನು ಜಿಲ್ಲಾ ಆರೋಗ್ಯ ಮತ್ತು ಕು.ಕ ಅಧಿಕಾರಿಗಳ ಕಛೇರಿ ಕಾಯ್ದಿರಿಸಿದೆ. ಅರ್ಜಿ ವಿತರಣೆ ಮತ್ತು ಮೂಲದಾಖಲಾತಿ ಪರಿಶೀಲನೆಯ ಕುರಿತು ಹೆಚ್ಚಿನ ಮಾಹಿತಿಗಾಗಿ ಜಿಲ್ಲಾ ಆರ್.ಸಿ.ಹೆಚ್ ಅಧಿಕಾರಿಗಳ, ಕಛೇರಿ ಸಂಪರ್ಕಿಸಬಹುದು.	[481, 1359, 933, 1385]
roster-row: 01 ಸಾಮಾನ್ಯ ಮಹಿಳೆ 01	[756, 331, 934, 342]
registration-marks	[598, 1533, 636, 1541]
date-row: ಅರ್ಜಿಗಳನ್ನು ವಿತರಿಸುವ ಪ್ರಾರಂಭಿಸುವ ದಿನಾಂಕ ದಿ: 10-06-2025 ರಿಂದ್ಲಿ 10:30 ಘಂಟೆಯಿಂದ ಜಿಲ್ಲಾ ಆರ್.ಸಿ.ಹೆಚ್ ಅಧಿಕಾರಿಗಳ ಕಛೇರಿ, ಕಾರವಾರ.	[478, 1305, 941, 1328]
office-location: ಉತ್ತರಕನ್ನಡ, ಕಾರವಾರ.	[185, 93, 295, 109]
specialty-subtable: ಕ್ರಸಂ ತಜ್ಞತೆ ಹುದ್ದೆಗಳ ಸಂಖ್ಯೆ ಖಾಲಿಯಿರುವ ಸಂಸ್ಥೆ ಹೆಸರು 01 ಪ್ರಸೂತಿ ತಜ್ಞರು 03 ಕುಮಟಾ, ಅಂಕೋಲಾ ಮತ್ತು ಜೋಯಿಡಾ ತಾಲೂಕಾ ಆಸ್ಪತ್ರೆ, ಹಾಗೂ ಸಮುದಾಯ ಆರೋಗ್ಯ ಕೇಂದ್ರ, ವಾಳಾ 02 ಮಕ್ಕಳ ತಜ್ಞರು 04 ಅಂಕೋಲಾ, ಜೋಯಿಡಾ ಹಾಗೂ ಮುಂಡಗೋಡ ತಾಲೂಕಾ ಆಸ್ಪತ್ರೆ, ಎಂ.ಸಿ.ಹೆಚ್ ದಾಂಡೇಲಿ. 03 ಅರವಳಿಕೆ ತಜ್ಞರು 06 ಜೋಯಿಡಾ, ಹಳಿಯಾಳ, ಮುಂಡಗೋಡ, ದಾಂಡೇಲಿ ತಾಲೂಕಾ ಆಸ್ಪತ್ರೆ ಮತ್ತು ಪಾಳಾ ಸಿ.ಹೆಚ್.ಸಿ ಮತ್ತು ಎಂ.ಸಿ.ಹೆಚ್ ದಾಂಡೇಲಿ. 04 ಫಿಜಿಶಿಯನ್ 03 ಮುಂಡಗೋಡ, ದಾಂಡೇಲಿ ತಾಲೂಕಾ ಆಸ್ಪತ್ರೆ 05 ಜನರಲ್ ಸರ್ಜನ್ 03 ಹೊನ್ನಾವರ, ಯಲ್ಲಾಪೂರ, ಜೋಯಿಡಾ ತಾಲೂಕಾ ಆಸ್ಪತ್ರೆ 06 ನೇತ್ರ ತಜ್ಞರು 06 ಅಂಕೋಲಾ, ಹೊನ್ನಾವರ, ಭಟ್ಕಳ, ಶಿರಸಿ ಸಿದ್ದಾಪುರ, ಮುಂಡಗೋಡ ತಾಲೂಕಾ ಆಸ್ಪತ್ರೆ 07 ಇ.ಎನ್.ಟಿ 02 ಯಲ್ಲಾಪುರ, ಕುಮಟಾ, ತಾಲೂಕಾ ಆಸ್ಪತ್ರೆ 08 ಚರ್ಮರೋಗ ತಜ್ಞರು 04 ಅಂಕೋಲಾ, ಯಲ್ಲಾಪೂರ, ಸಿದ್ದಾಪುರ, ಹಳಿಯಾಳ, ತಾಲೂಕಾ ಆಸ್ಪತ್ರೆ 09 ಕೀಲು ಮೂಳೆ ತಜ್ಞರು 02 ಜೋಯಿಡಾ, ಅಂಕೋಲಾ, ತಾಲೂಕಾ ಆಸ್ಪತ್ರೆ 10 ರೇಡಿಯೋಲಜಿಸ್ಟ್ 02 ತಾಲೂಕಾ ಆಸ್ಪತ್ರೆ, ಶಿರಸಿ ಮತ್ತು ಎಂ.ಸಿ.ಹೆಚ್ ಶಿರಸಿ	[147, 236, 415, 392]
roster-row: 02 ಸಾಮಾನ್ಯ — 01	[756, 527, 934, 538]
paper-tagline: ರಾಷ್ಟ್ರ ಜಾಗೃತಿಯ ದೈನಿಕ	[52, 19, 98, 26]
issue-date: 11 ಜೂನ್ 2025	[792, 16, 859, 27]
roster-row: 01 ಪರಿಶಿಷ್ಟ ಜಾತಿ ಇತರೆ 01	[756, 149, 934, 160]
qualification-text: ಎಂ.ಬಿ.ಬಿ.ಎಸ್, ಎಂ.ಡಿ (ಇಂಟರನಲ್ ಮೆಡಿಸಿನ್) ಅಥವಾ ಸಮಾನಾಂತರ ಪದವಿಯನ್ನು ಮೆಡಿಕಲ್ ಕೌನ್ಸಿಲ್‌ನಿಂದ ಮಾನ್ಯತೆ ಹೊಂದಿದ ಸಂಸ್ಥೆಯಿಂದ ಹೊಂದಿರಬೇಕು. ಸ್ಥಳ : 01 ಹುದ್ದೆ ಜಿಲ್ಲಾ ಆಸ್ಪತ್ರೆ, ಕಾರವಾರ. 01 ಹುದ್ದೆ ಎನ್.ಸಿ.ಡಿ ಕೇಂದ್ರ, ಜಿಲ್ಲಾ ಆ.ಕು.ಕ ಕಛೇರಿ ಆವರಣ.	[285, 617, 465, 651]
post-row: 03 ಎಂ.ಬಿ.ಬಿ.ಎಸ್ (ಅವಶ್ಯಕತೆಗೆ ಅನುಗುಣವಾಗಿ ಸರಕಾರದ ನಿಯಮಾವಳಿಯಂತೆ) ಐ.ಸಿಯು ವೈದ್ಯರು ಮತ್ತು ಇತರೆ ಕಾರ್ಯಕ್ರಮಗಳಿಗೆ) 37 ಹುದ್ದೆಗಳು ವೇತನ : ಮಾಸಿಕ ರೂ. 75,000=00. ಸರಕಾರದ ನಿಯಮದಂತೆ ಎಂ.ಬಿ.ಬಿ.ಎಸ್ ಉತ್ತೀರ್ಣರಾಗಿರಬೇಕು ಮತ್ತು Internship ಕಡ್ಡಾಯವಾಗಿ ಪೂರೈಸಿರಬೇಕು ಎಂ.ಬಿ.ಬಿ.ಎಸ್ ಪದವೀಧರರು ಕರ್ನಾಟಕ ವೈದ್ಯಕೀಯ ಮಂಡಳಿಯಲ್ಲಿ (ಕೆ.ಎಂ.ಸಿ) ಕಡ್ಡಾಯವಾಗಿ ನೊಂದಣಿ ಹೊಂದಿರಬೇಕು. ಸ್ಥಳ: ಎಲ್ಲಾ ತಾಲೂಕಾ ಆಸ್ಪತ್ರೆಗಳು.	[6, 711, 469, 811]
posting-place: ಸ್ಥಳ: ಜಿಲ್ಲಾ ಆಸ್ಪತ್ರೆ, ಡಿ.ಇ.ಐ.ಸಿ ಕೇಂದ್ರ, ಕಾರವಾರ.	[323, 1230, 427, 1239]
qualification-text: ಎಮ್.ಬಿ.ಬಿ.ಎಸ್./ಬಿ.ಡಿ.ಎಸ್./ಆಯುಷ್/ನರ್ಸಿಂಗ್ ಮಾನ್ಯತೆ ಹೊಂದಿದ ವಿಶ್ವವಿದ್ಯಾಲಯದಿಂದ ಮಾಸ್ಟರ್ ಇನ್ ಹಾಸ್ಪಿಟಲ್ ಅಡ್ಮಿನಿಸ್ಟ್ರೇಷನ್/ ಹೆಲ್ತ್ ಮ್ಯಾನೇಜ್‌ಮೆಂಟ್(ಎಮ್.ಹೆಚ್.ಎ) ಪದವಿ ಹೊಂದಿರಬೇಕು. Additional Courses: Training& experience of implementing a recognized quality system like NABH/ISO 9001:2008/Six Sigma/Lean/ Kaizen would be preferred. ಅನುಭವ: ಪಬ್ಲಿಕ್ ಹೆಲ್ತ್ ಮತ್ತು ಹಾಸ್ಪಿಟಲ್ ಅಡ್ಮಿನಿಸ್ಟ್ರೇಷನ್‌ನಲ್ಲಿ ಎರಡು ವರ್ಷದ ಅನುಭವ ಹೊಂದಿರಬೇಕು.	[760, 66, 930, 135]
col-eligibility: ಅರ್ಹತೆ	[419, 209, 469, 233]
roster-row: 01 ಪರಿಶಿಷ್ಟ ಪಂಗಡ ಗ್ರಾಮೀಣ 01	[756, 517, 934, 528]
roster-row: 01 ಪರಿಶಿಷ್ಟ ಜಾತಿ ಇತರೆ 01	[756, 422, 934, 433]
post-row: 08 ನೇತ್ರ ಸಹಾಯಕರು (ಆರ್.ಬಿ.ಎಸ್.ಕೆ ಕಾರ್ಯಕ್ರಮಕ್ಕೆ) 02 ಹುದ್ದೆ : ಮಾಸಿಕ ವೇತನ ರೂ.14,187=00 ಅಧ್ಯಯಿಗೆ ಮೀಸಲು. (ಹಳಿಯಾಳ, ಸಿದ್ದಾಪೂರ) 45 ವರ್ಷ ಎರಡು ವರ್ಷದ Diploma in Opthomology ಅಥವಾ ನೇತ್ರ ಸಹಾಯಕರು ಆಗಿ ಮಾನ್ಯತೆ ಪಡೆದ ಸರ್ಕಾರಿ ಆಸ್ಪತ್ರೆಗಳಲ್ಲಿ NPCB ನಿಯಮಾವಳಿಯಂತೆ ತರಬೇತಿ ಪಡೆದಿರಬೇಕು. Computer (MS Word, MS Excel, Power Point) ಮತ್ತು Internet ಜ್ಞಾನದೊಂದಿಗೆ ಬಳಕೆಯ ಜ್ಞಾನವನ್ನು ಹೊಂದಿರಬೇಕು. ಕ್ರಸಂ ರೋಸ್ಟರ್ ಮೀಸಲಾತಿ ಹುದ್ದೆ ಸಂಖ್ಯೆ 01 ಸಾಮಾನ್ಯ ಅಂಗವಿಕಲ 01 02 ಪ್ರವರ್ಗ 1 ಮಹಿಳೆ 01 ಸ್ಥಳ : ತಾಲೂಕಾ ಆರೋಗ್ಯಾಧಿಕಾರಿಗಳ, ಕಛೇರಿ ಸಿದ್ದಾಪೂರ, ಹಳಿಯಾಳ.	[6, 1361, 469, 1511]
roster-row: 01 ಪರಿಶಿಷ್ಟ ಪಂಗಡ ಗ್ರಾಮೀಣ 01	[756, 1154, 934, 1165]
roster-table: ಕ್ರಸಂ ರೋಸ್ಟರ್ ಮೀಸಲಾತಿ ಹುದ್ದೆ ಸಂಖ್ಯೆ 01 ಪರಿಶಿಷ್ಟ ಜಾತಿ ಇತರೆ 01	[756, 868, 935, 890]
row-details: ಮಕ್ಕಳ ತಜ್ಞರು, ಸ್ತ್ರೀರೋಗ ತಜ್ಞರು, ಅರವಳಿಕೆ ತಜ್ಞರು ಮತ್ತು ವಿವಿಧ ತಜ್ಞತೆಯ ವೈದ್ಯರುಗಳ ಖಾಲಿ ಹುದ್ದೆ ಪರಿಗಣಿಸಿ ಅಥವಾ ಖಾಲಿಯಾದಲ್ಲಿ ಪಡೆಯುವ ಪರತ್ತಿನೊಂದಿಗೆ. (ಎನ್.ಹೆಚ್.ಎಂ ನಿಯಮಾವಳಿ ಯಂತೆ)	[26, 233, 90, 598]
footnote-special: ವಿಶೇಷ ಸೂಚನೆ : ರೋಸ್ಟರ್ ಅನ್ವಯ ಹುದ್ದೆ ಪಡೆಯಬೇಕಾದಲ್ಲಿ ಅಭ್ಯರ್ಥಿಗಳು ಜಾತಿ ಪ್ರಮಾಣ ಪತ್ರ ಸಲ್ಲಿಸತಕ್ಕದ್ದು. ಲಭ್ಯವಿಲ್ಲದ ಪಕ್ಷದಲ್ಲಿ ಮಾತ್ರ ಸಾಮಾನ್ಯ ಅಭ್ಯರ್ಥಿಗಳನ್ನು ಪರಿಗಣಿಸಲಾಗುವುದು.	[481, 1388, 886, 1397]
right-posts-table: ಕ್ರಸಂ ವಿವರ ಹುದ್ದೆಗಳ ಸಂಖ್ಯೆ ಗರಿಷ್ಠ ವಯಸ್ಸು ಅರ್ಹತೆ ಮತ್ತು ರೋಸ್ಟರ್ 09 ಜಿಲ್ಲಾ ಸಲಹೆಗಾರರು, ಕ್ವಾಲಿಟಿ ಅಶ್ಯೂರೆನ್ಸ್ (District Consultant Quality Assurance) 1 ಹುದ್ದೆ ವೇತನ : ರೂ.42,000=00 45 ವರ್ಷ ಎಮ್.ಬಿ.ಬಿ.ಎಸ್./ಬಿ.ಡಿ.ಎಸ್./ಆಯುಷ್/ನರ್ಸಿಂಗ್ ಮಾನ್ಯತೆ ಹೊಂದಿದ ವಿಶ್ವವಿದ್ಯಾಲಯದಿಂದ ಮಾಸ್ಟರ್ ಇನ್ ಹಾಸ್ಪಿಟಲ್ ಅಡ್ಮಿನಿಸ್ಟ್ರೇಷನ್/ ಹೆಲ್ತ್ ಮ್ಯಾನೇಜ್‌ಮೆಂಟ್(ಎಮ್.ಹೆಚ್.ಎ) ಪದವಿ ಹೊಂದಿರಬೇಕು. Additional Courses: Training& experience of implementing a recognized quality system like NABH/ISO 9001:2008/Six Sigma/Lean/ Kaizen would be preferred. ಅನುಭವ: ಪಬ್ಲಿಕ್ ಹೆಲ್ತ್ ಮತ್ತು ಹಾಸ್ಪಿಟಲ್ ಅಡ್ಮಿನಿಸ್ಟ್ರೇಷನ್‌ನಲ್ಲಿ ಎರಡು ವರ್ಷದ ಅನುಭವ ಹೊಂದಿರಬೇಕು. ಕ್ರಸಂ ರೋಸ್ಟರ್ ಮೀಸಲಾತಿ ಹುದ್ದೆ ಸಂಖ್ಯೆ 01 ಪರಿಶಿಷ್ಟ ಜಾತಿ ಇತರೆ 01 ಸ್ಥಳ: ಜಿಲ್ಲಾ ಆರೋಗ್ಯ ಮತ್ತು ಕು.ಕ ಅಧಿಕಾರಿಗಳ, ಕಛೇರಿ ಕಾರವಾರ. 10 ತಾಂತ್ರಿಕ ಮೇಲ್ವಿಚಾರಕರು (ಟೆಕ್ನಿಕಲ್ ಸೂಪರ್‌ವೈಸರ್) ರಕ್ತ ನಿಧಿ ಕೇಂದ್ರ 01 ಹುದ್ದೆ ವೇತನ : 17,000/- ಮಾಸಿಕ 45 ವರ್ಷ BMLT /DMLT ಹಾಗೂ 2 ವರ್ಷ ರಕ್ತ ವಿಭಾಗದ ಅನುಭವ ಹೊಂದಿರಬೇಕು. ಕ್ರಸಂ ರೋಸ್ಟರ್ ಮೀಸಲಾತಿ ಹುದ್ದೆ ಸಂಖ್ಯೆ 01 ಸಾಮಾನ್ಯ ಮಹಿಳೆ 01 ಸ್ಥಳ : ಜಿಲ್ಲಾ ಆಸ್ಪತ್ರೆ, ಕಾರವಾರ. 11 ಆಡಿಯೋಮೆಟ್ರಿಕ್ ಅಸಿಸ್ಟೆಂಟ್ 1 ಹುದ್ದೆ ವೇತನ 15,114/- ಮಾಸಿಕ ಸರಕಾರದ ನಿಯಮದಂತೆ A Technical person with 1 year diploma in hearing language and speech (DHLS) from a RCI recognized institute. The audiometric assistant will provide support to CHC in screening of HI person. ಕ್ರಸಂ ರೋಸ್ಟರ್ ಮೀಸಲಾತಿ ಹುದ್ದೆ ಸಂಖ್ಯೆ 01 ಪರಿಶಿಷ್ಟ ಜಾತಿ ಇತರೆ 01 ಸ್ಥಳ : ಜಿಲ್ಲಾ ಆಸ್ಪತ್ರೆ, ಕಾರವಾರ. 12 P.H.C.O (ಕಿರಿಯ ಮಹಿಳಾ ಆರೋಗ್ಯ ಸಹಾಯಕಿಯರು) (ಅವಶ್ಯಕತೆಗೆ ಅನುಗುಣವಾಗಿ ಸರಕಾರದ ನಿಯಮಾವಳಿಯಂತೆ) 02 ಹುದ್ದೆ ಮಾಸಿಕ ವೇತನ ರೂ. 14,044=00 ಪ.ಪಂ. 40 ವರ್ಷ ಮಾನ್ಯತೆ ಹೊಂದಿದ ಸಂಸ್ಥೆಯಿಂದ ಕಿ.ಮ.ಆ.ಸ ತರಬೇತಿ ಹೊಂದಿರಬೇಕು. ಕ್ರಸಂ ರೋಸ್ಟರ್ ಮೀಸಲಾತಿ ಹುದ್ದೆ ಸಂಖ್ಯೆ 01 ಪರಿಶಿಷ್ಟ ಪಂಗಡ ಗ್ರಾಮೀಣ 01 02 ಸಾಮಾನ್ಯ — 01 ಸ್ಥಳ : ಜೋಯಿಡಾ. 13 ಬ್ಲಾಕ್ ಎಪಿಡಮಿಯಾಲಜಿಸ್ಟ್ 03 ಹುದ್ದೆ Block level Public Health Unit ಮಾಸಿಕ ವೇತನ 30,000/- ಕಡ್ಡಾಯ ದೋಷ್ಟ್ ಕಂ ಮೆರಿಟ್ ಆಧಾರದಲ್ಲಿ ನೇಮಕಾತಿ ಮಾಡಲಾಗುವುದು. ಸರಕಾರದ ನಿಯಮದಂತೆ Medical Graduate with Post Graduate Degree/ Diploma in Preventive and Social Medicine/Public Health Epidemiology (such as MD, MPH, DPH, MAE etc) Or Any Medical Graduate with 2 years' experience in Public Health/(Desirable) Or M.Sc. in Life Sciences with 2 years experience in Public Health/ (Desirable) Or M.Sc. (Epidemiology) with 2 years' experience in Public Health,/(Desirable) ಸ್ಥಳ : ತಾಲೂಕಾ ಆಸ್ಪತ್ರೆ, ಜೋಯಿಡಾ, ಯಲ್ಲಾಪೂರ, ಹಳಿಯಾಳ. ಕ್ರಸಂ ರೋಸ್ಟರ್ ಮೀಸಲಾತಿ ಹುದ್ದೆ ಸಂಖ್ಯೆ 01 ಪರಿಶಿಷ್ಟ ಪಂಗಡ ಗ್ರಾಮೀಣ 01 02 ಪ್ರವರ್ಗ 1 ಮಹಿಳೆ 01 03 ಸಾಮಾನ್ಯ ಗ್ರಾಮೀಣ 01 14 ಜಿಲ್ಲಾ ಕಾರ್ಯಕ್ರಮ ಸಂಯೋಜಕರು (ಎನ್.ಸಿ.-ಡಿ.ಸಿ.ಎಸ್) 01 ಹುದ್ದೆ ವೇತನ 42,000 /- ಮಾಸಿಕ 35 ವರ್ಷ ಎಂ.ಬಿ.ಬಿ.ಎಸ್ ಉತ್ತೀರ್ಣರಾಗಿರಬೇಕು ಮತ್ತು Internship ಕಡ್ಡಾಯವಾಗಿ ಪೂರೈಸಿರಬೇಕು ಎಂ.ಬಿ.ಬಿ.ಎಸ್ ಪದವೀಧರರು ಕರ್ನಾಟಕ ವೈದ್ಯಕೀಯ ಮಂಡಳಿಯಲ್ಲಿ (ಕೆ.ಎಂ.ಸಿ) ಕಡ್ಡಾಯವಾಗಿ ನೊಂದಣಿ ಹೊಂದಿರಬೇಕು. (ಅಥವಾ ಎಂ.ಬಿ.ಬಿ.ಎಸ್ / ಎಂ.ಡಿ ವಿಡಿ ಡಿಪ್ಲೊಮಾ ಇನ್ ಪ.ಹೆ.ಎ / ಸಿ.ಹೆಚ್.ಎ.) ಸ್ಥಳ : ಜಿಲ್ಲಾ ಡಿ.ಎಸ್.ಸಿ ಕಛೇರಿ, ಜಿಲ್ಲಾ ಆ.ಕು.ಕ ಅಧಿಕಾರಿಗಳ, ಕಛೇರಿ ಕಾರವಾರ. ಕ್ರಸಂ ರೋಸ್ಟರ್ ಮೀಸಲಾತಿ ಹುದ್ದೆ ಸಂಖ್ಯೆ 01 ಪರಿಶಿಷ್ಟ ಜಾತಿ ಇತರೆ 01 15 ಆಡಿಯೋಲಜಿಸ್ಟ್ 01 ಹುದ್ದೆ ವೇತನ ಮಾಸಿಕ ವೇತನ ರೂ. 30,000=00 ಸರಕಾರದ ನಿಯಮದಂತೆ ಆಡಿಯೋಲಜಿ ಮತ್ತು ಸ್ಪೀಚ್ ಲ್ಯಾಂಗ್ವೇಜ್‌ನಲ್ಲಿ ಪದವಿ/ಸ್ನಾತಕೋತ್ತರ ಪದವಿ/ಆರ್.ಸಿ.ಐ (ಸ್ಪೀಚ್ & ಹಿಯರಿಂಗ್)ನಲ್ಲಿ ಆರ್.ಸಿ.ಐ ಮಾನ್ಯತೆ ಹೊಂದಿರಬೇಕು. ಸ್ಥಳ : ಜಿಲ್ಲಾ ಆಸ್ಪತ್ರೆ, ಕಾರವಾರ. ಕ್ರಸಂ ರೋಸ್ಟರ್ ಮೀಸಲಾತಿ ಹುದ್ದೆ ಸಂಖ್ಯೆ 01 ಪರಿಶಿಷ್ಟ ಜಾತಿ ಇತರೆ 01 16 ಪ್ರಯೋಗಶಾಲಾ ತಂತ್ರಜ್ಞರು 01 ಹುದ್ದೆ ವೇತನ ರೂ. 16,100=00 40 ವರ್ಷ BSc MLT from Karnataka State Para Medical Board with 2 years' lab experience in diagnostic services for epidemic prone diseases (preferred) Or Diploma in Medical Lab Technician Course from Karnataka State Para Medical board. Knowledge of computer and Computer course certificate of minimum 3 months. ಸ್ಥಳ : ಜಿಲ್ಲಾ ಆಸ್ಪತ್ರೆ, ಸಿ.ಪಿ.ಹಾಕ್ ಕೇಂದ್ರ. ಕ್ರಸಂ ರೋಸ್ಟರ್ ಮೀಸಲಾತಿ ಹುದ್ದೆ ಸಂಖ್ಯೆ 01 ಪರಿಶಿಷ್ಟ ಪಂಗಡ ಗ್ರಾಮೀಣ 01 17 ಜಿಲ್ಲಾ ಕಾರ್ಯಕ್ರಮ ಸಂಯೋಜಕರು (ಹೆಚ್.ಡಬ್ಲ್ಯೂ.ಸಿ) 01 ಹುದ್ದೆ ವೇತನ ರೂ.30,000=00 45 ವರ್ಷ BDS/BAMS/BHMS/BUMS/BYNS/ M.Sc Life Sciences/Bsc Nursing ಪದವಿಯೊಂದಿಗೆ MPH/MBA	[477, 47, 941, 1270]
nhm-logo-icon: NATIONAL HEALTH MISSION	[415, 55, 461, 101]
footnote-1: 2025-26ನೇ ಸಾಲಿನಲ್ಲಿ ತಜ್ಞ ವೈದ್ಯರುಗಳು, ಎಂ.ಬಿ.ಬಿ.ಎಸ್ ವೈದ್ಯಾಧಿಕಾರಿಗಳ ಹುದ್ದೆಗಳಿಗೆ ಇಚ್ಛಿಸುವವರು ಜಿಲ್ಲಾ ಆರೋಗ್ಯ ಮತ್ತು ಕು.ಕ ಅಧಿಕಾರಿಗಳ ಕಛೇರಿಗೆ ನೇರ ಸಂದರ್ಶನಕ್ಕೆ ತಮ್ಮ ಎಲ್ಲಾ ಮೂಲ ದಾಖಲಾತಿಗಳೊಂದಿಗೆ (ರಜಾ ದಿನವನ್ನು ಹೊರತುಪಡಿಸಿ ಕಛೇರಿ ವೇಳೆಯಲ್ಲಿ) ಹಾಜರಾಗುವುದು. ನಿಗದಿಪಡಿಸಿದ ದಿನಗಳಂದು ಮಾತ್ರ ಆಯ್ಕೆ ಪ್ರಕ್ರಿಯೆ ನಡೆಯುವುದು.	[481, 1273, 902, 1290]
roster-table: ಕ್ರಸಂ ರೋಸ್ಟರ್ ಮೀಸಲಾತಿ ಹುದ್ದೆ ಸಂಖ್ಯೆ 01 ಪರಿಶಿಷ್ಟ ಜಾತಿ ಇತರೆ 01	[756, 1001, 935, 1023]
specialty-row: 01 ಪ್ರಸೂತಿ ತಜ್ಞರು 03 ಕುಮಟಾ, ಅಂಕೋಲಾ ಮತ್ತು ಜೋಯಿಡಾ ತಾಲೂಕಾ ಆಸ್ಪತ್ರೆ, ಹಾಗೂ ಸಮುದಾಯ ಆರೋಗ್ಯ ಕೇಂದ್ರ, ವಾಳಾ	[148, 255, 415, 273]
issue-day: ಬುಧವಾರ	[800, 4, 829, 14]
specialty-row: 08 ಚರ್ಮರೋಗ ತಜ್ಞರು 04 ಅಂಕೋಲಾ, ಯಲ್ಲಾಪೂರ, ಸಿದ್ದಾಪುರ, ಹಳಿಯಾಳ, ತಾಲೂಕಾ ಆಸ್ಪತ್ರೆ	[148, 359, 415, 370]
